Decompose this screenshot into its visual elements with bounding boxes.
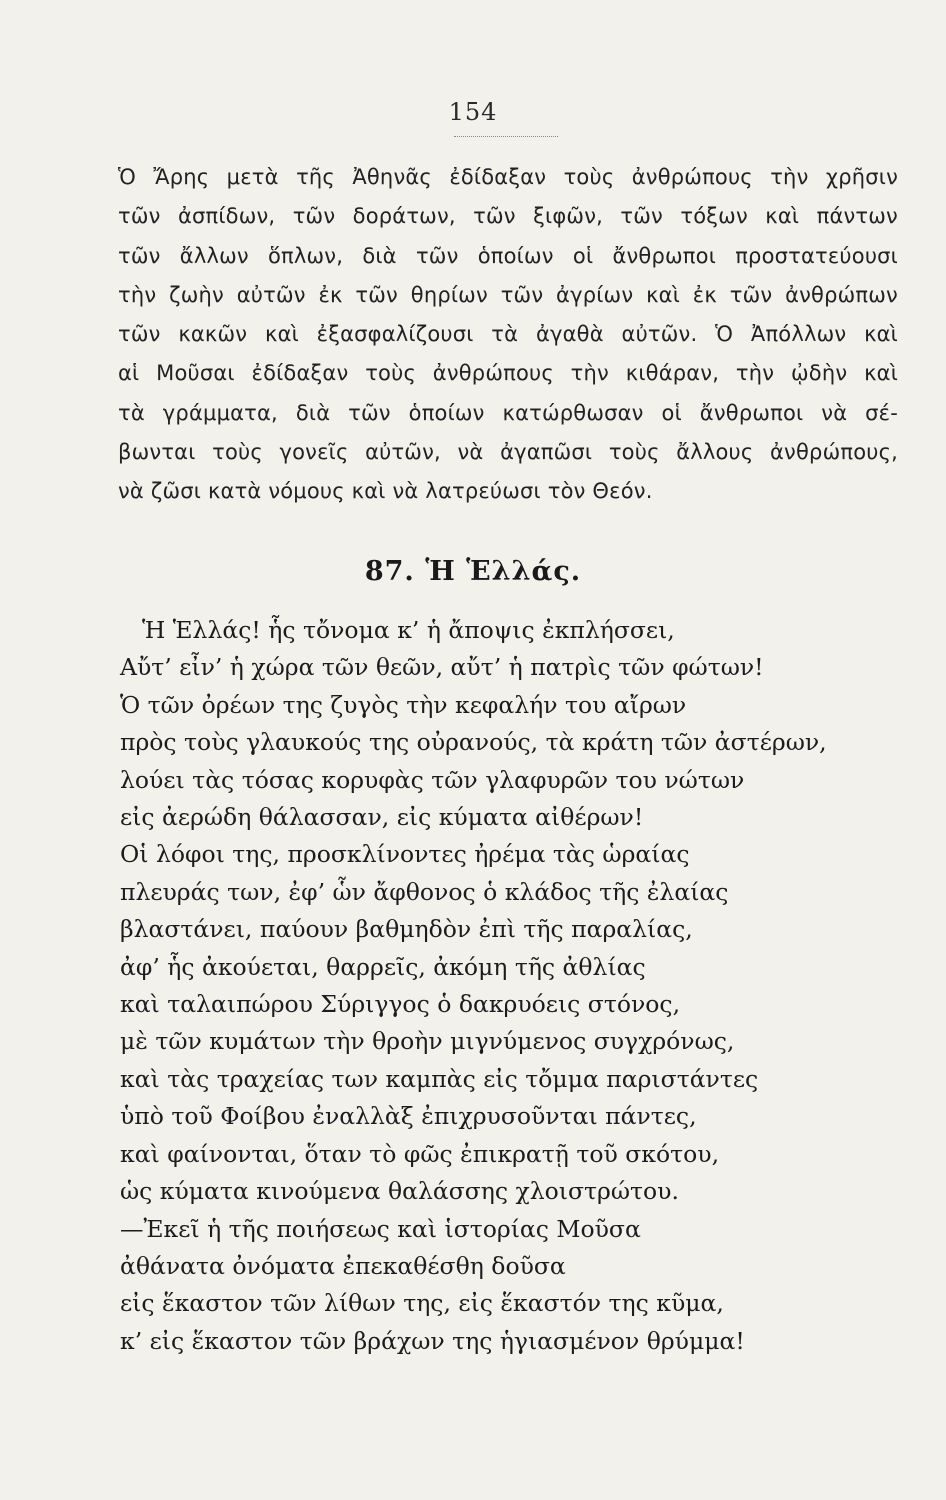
poem-line: μὲ τῶν κυμάτων τὴν θροὴν μιγνύμενος συγχρόνως,	[120, 1027, 735, 1056]
poem-line: εἰς ἀερώδη θάλασσαν, εἰς κύματα αἰθέρων!	[120, 803, 644, 832]
poem-line: πλευράς των, ἐφ’ ὧν ἄφθονος ὁ κλάδος τῆς ἐλαίας	[120, 877, 729, 906]
poem-line: καὶ φαίνονται, ὅταν τὸ φῶς ἐπικρατῇ τοῦ σκότου,	[120, 1139, 720, 1168]
poem-line: Ἡ Ἑλλάς! ἧς τὄνομα κ’ ἡ ἄποψις ἐκπλήσσει,	[142, 616, 675, 644]
poem-line: ἀφ’ ἧς ἀκούεται, θαρρεῖς, ἀκόμη τῆς ἀθλίας	[120, 952, 646, 981]
prose-line: Ὁ Ἄρης μετὰ τῆς Ἀθηνᾶς ἐδίδαξαν τοὺς ἀνθρώπους τὴν χρῆσιν	[118, 165, 898, 189]
prose-line: τῶν κακῶν καὶ ἐξασφαλίζουσι τὰ ἀγαθὰ αὐτῶν. Ὁ Ἀπόλλων καὶ	[118, 322, 898, 347]
poem-line: εἰς ἕκαστον τῶν λίθων της, εἰς ἕκαστόν της κῦμα,	[120, 1289, 724, 1318]
poem-line: Οἱ λόφοι της, προσκλίνοντες ἠρέμα τὰς ὡραίας	[120, 840, 690, 869]
poem-line: Ὁ τῶν ὀρέων της ζυγὸς τὴν κεφαλήν του αἴρων	[120, 690, 687, 719]
page-number: 154	[448, 98, 498, 126]
header-rule	[454, 136, 558, 137]
poem-line: ὡς κύματα κινούμενα θαλάσσης χλοιστρώτου.	[120, 1177, 679, 1206]
prose-line: τὴν ζωὴν αὐτῶν ἐκ τῶν θηρίων τῶν ἀγρίων καὶ ἐκ τῶν ἀνθρώπων	[118, 282, 898, 307]
poem	[120, 612, 910, 1360]
prose-paragraph	[118, 158, 898, 512]
poem-line: Αὔτ’ εἶν’ ἡ χώρα τῶν θεῶν, αὔτ’ ἡ πατρὶς τῶν φώτων!	[120, 653, 764, 682]
prose-line: βωνται τοὺς γονεῖς αὐτῶν, νὰ ἀγαπῶσι τοὺς ἄλλους ἀνθρώπους,	[118, 440, 898, 465]
poem-line: ἀθάνατα ὀνόματα ἐπεκαθέσθη δοῦσα	[120, 1251, 566, 1280]
prose-line: τῶν ἄλλων ὅπλων, διὰ τῶν ὁποίων οἱ ἄνθρωποι προστατεύουσι	[118, 243, 898, 268]
poem-line: ὑπὸ τοῦ Φοίβου ἐναλλὰξ ἐπιχρυσοῦνται πάντες,	[120, 1102, 697, 1131]
section-title: 87. Ἡ Ἑλλάς.	[364, 556, 582, 587]
poem-line: βλαστάνει, παύουν βαθμηδὸν ἐπὶ τῆς παραλίας,	[120, 915, 693, 944]
poem-line: κ’ εἰς ἕκαστον τῶν βράχων της ἡγιασμένον θρύμμα!	[120, 1326, 745, 1355]
poem-line: πρὸς τοὺς γλαυκούς της οὐρανούς, τὰ κράτη τῶν ἀστέρων,	[120, 728, 827, 757]
prose-line: αἱ Μοῦσαι ἐδίδαξαν τοὺς ἀνθρώπους τὴν κιθάραν, τὴν ᾠδὴν καὶ	[118, 361, 898, 386]
poem-line: καὶ ταλαιπώρου Σύριγγος ὁ δακρυόεις στόνος,	[120, 990, 681, 1019]
poem-line: καὶ τὰς τραχείας των καμπὰς εἰς τὄμμα παριστάντες	[120, 1064, 759, 1093]
poem-line: —Ἐκεῖ ἡ τῆς ποιήσεως καὶ ἱστορίας Μοῦσα	[120, 1214, 641, 1243]
prose-line: τῶν ἀσπίδων, τῶν δοράτων, τῶν ξιφῶν, τῶν τόξων καὶ πάντων	[118, 204, 898, 229]
poem-line: λούει τὰς τόσας κορυφὰς τῶν γλαφυρῶν του νώτων	[120, 765, 745, 794]
prose-line: τὰ γράμματα, διὰ τῶν ὁποίων κατώρθωσαν οἱ ἄνθρωποι νὰ σέ-	[118, 400, 898, 425]
prose-line: νὰ ζῶσι κατὰ νόμους καὶ νὰ λατρεύωσι τὸν Θεόν.	[118, 479, 653, 504]
